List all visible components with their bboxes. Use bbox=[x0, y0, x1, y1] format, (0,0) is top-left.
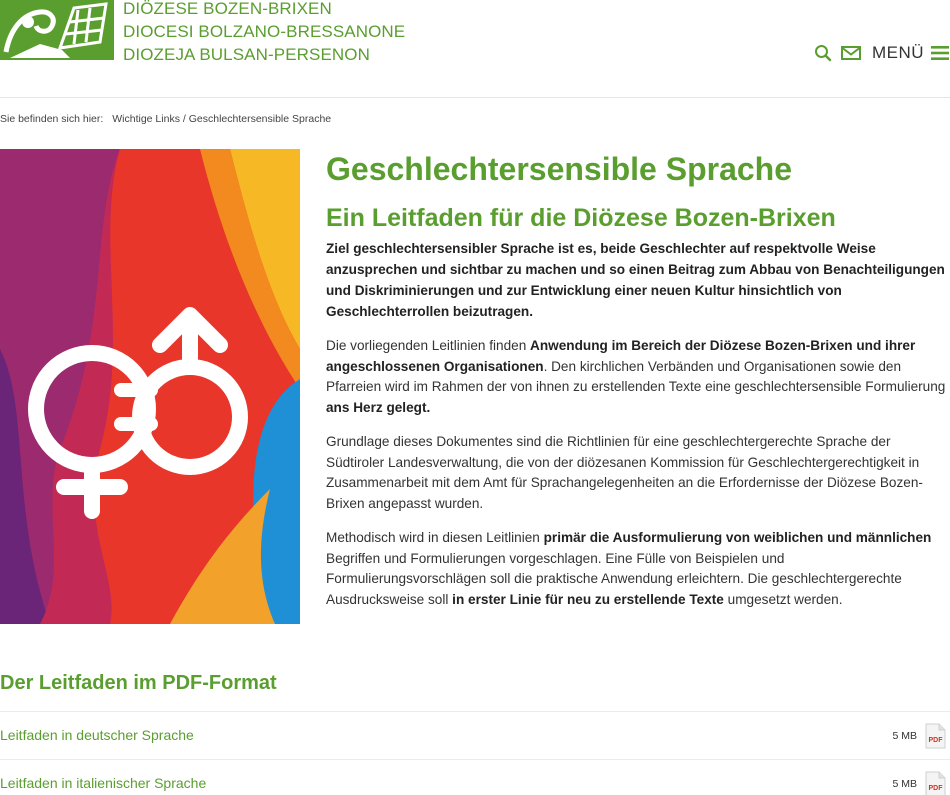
hamburger-icon[interactable] bbox=[930, 40, 950, 66]
paragraph-basis: Grundlage dieses Dokumentes sind die Richtlinien für eine geschlechtergerechte Sprache der Südtiroler Landesverwaltung, die von der diözesanen Kommission für Geschlechtergerechtigkeit in Zusammenarbeit mit dem Amt für Sprachangelegenheiten an die Erfordernisse der Diözese Bozen-Brixen angepasst wurden. bbox=[326, 434, 923, 511]
svg-text:PDF: PDF bbox=[928, 785, 943, 792]
page-subtitle: Ein Leitfaden für die Diözese Bozen-Brixen bbox=[326, 204, 836, 232]
menu-label[interactable]: MENÜ bbox=[871, 43, 924, 62]
article bbox=[326, 149, 948, 610]
download-link-german[interactable]: Leitfaden in deutscher Sprache bbox=[0, 727, 194, 743]
logo-icon[interactable] bbox=[0, 0, 114, 60]
breadcrumb bbox=[0, 113, 331, 125]
svg-text:PDF: PDF bbox=[928, 737, 943, 744]
file-size: 5 MB bbox=[892, 730, 917, 742]
downloads-title: Der Leitfaden im PDF-Format bbox=[0, 672, 277, 694]
pdf-icon[interactable] bbox=[924, 771, 946, 795]
download-row-german[interactable] bbox=[0, 711, 950, 759]
pdf-icon[interactable] bbox=[924, 723, 946, 749]
site-header bbox=[0, 0, 950, 98]
hero-image bbox=[0, 149, 300, 624]
breadcrumb-item-current: Geschlechtersensible Sprache bbox=[188, 113, 332, 125]
org-name[interactable] bbox=[123, 0, 405, 66]
header-tools bbox=[810, 40, 950, 66]
file-size: 5 MB bbox=[892, 778, 917, 790]
page-title: Geschlechtersensible Sprache bbox=[326, 151, 792, 187]
gender-symbols-illustration bbox=[0, 149, 300, 624]
org-name-german[interactable]: DIÖZESE BOZEN-BRIXEN bbox=[123, 0, 332, 18]
mail-icon[interactable] bbox=[838, 40, 864, 66]
breadcrumb-separator: / bbox=[182, 113, 186, 125]
download-row-italian[interactable] bbox=[0, 759, 950, 795]
paragraph-scope: Die vorliegenden Leitlinien finden Anwendung im Bereich der Diözese Bozen-Brixen und ihrer angeschlossenen Organisationen. Den kirchlichen Verbänden und Organisationen sowie den Pfarreien wird im Rahmen der von ihnen zu erstellenden Texte eine geschlechtersensible Formulierung ans Herz gelegt. bbox=[326, 338, 946, 415]
breadcrumb-item-wichtige-links[interactable]: Wichtige Links bbox=[112, 113, 180, 125]
download-link-italian[interactable]: Leitfaden in italienischer Sprache bbox=[0, 775, 207, 791]
search-icon[interactable] bbox=[810, 40, 836, 66]
intro-paragraph: Ziel geschlechtersensibler Sprache ist es, beide Geschlechter auf respektvolle Weise anzusprechen und sichtbar zu machen und so einen Beitrag zum Abbau von Benachteiligungen und Diskriminierungen und zur Entwicklung einer neuen Kultur hinsichtlich von Geschlechterrollen beizutragen. bbox=[326, 241, 945, 319]
org-name-ladin[interactable]: DIOZEJA BULSAN-PERSENON bbox=[123, 45, 370, 64]
paragraph-method: Methodisch wird in diesen Leitlinien primär die Ausformulierung von weiblichen und männlichen Begriffen und Formulierungen vorgeschlagen. Eine Fülle von Beispielen und Formulierungsvorschlägen soll die praktische Anwendung erleichtern. Die geschlechtergerechte Ausdrucksweise soll in erster Linie für neu zu erstellende Texte umgesetzt werden. bbox=[326, 530, 932, 607]
breadcrumb-prefix: Sie befinden sich hier: bbox=[0, 113, 104, 125]
org-name-italian[interactable]: DIOCESI BOLZANO-BRESSANONE bbox=[123, 22, 406, 41]
